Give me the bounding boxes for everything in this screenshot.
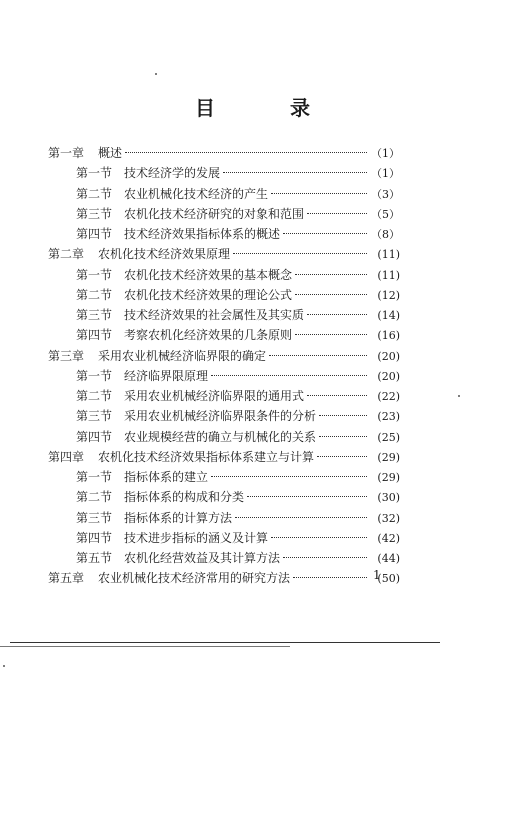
toc-section-row [48, 305, 400, 325]
toc-entry-number: 第四节 [76, 227, 113, 241]
toc-entry-title: 农业机械化技术经济常用的研究方法 [98, 571, 291, 586]
toc-entry-number: 第三章 [48, 348, 85, 363]
toc-entry-page: (29) [377, 450, 400, 464]
toc-entry-page: (29) [377, 471, 400, 484]
dot-leader [271, 536, 367, 538]
toc-section-row [48, 163, 400, 183]
toc-entry-number: 第四节 [76, 530, 113, 545]
toc-section-row [48, 427, 400, 447]
toc-entry-page: (22) [377, 390, 400, 403]
dot-leader [271, 192, 367, 194]
toc-entry-title: 技术经济效果指标体系的概述 [124, 227, 281, 241]
toc-entry-number: 第一章 [48, 146, 85, 160]
toc-entry-page: （3） [371, 187, 400, 201]
toc-section-row [48, 204, 400, 224]
toc-entry-number: 第二节 [76, 490, 113, 505]
toc-entry-number: 第二节 [76, 186, 113, 201]
toc-entry-page: (16) [377, 329, 400, 343]
toc-entry-title: 农机化技术经济效果的基本概念 [124, 267, 293, 282]
toc-entry-page: (20) [377, 369, 400, 383]
toc-entry-label [76, 508, 232, 528]
toc-section-row [48, 285, 400, 305]
toc-entry-number: 第五章 [48, 571, 85, 586]
dot-leader [283, 232, 367, 234]
dot-leader [125, 151, 367, 153]
toc-entry-title: 农机化技术经济效果原理 [98, 247, 231, 262]
toc-chapter-row [48, 447, 400, 467]
dot-leader [307, 394, 367, 396]
dot-leader [295, 293, 367, 295]
toc-entry-page: （5） [371, 207, 400, 221]
dot-leader [235, 516, 367, 518]
toc-entry-number: 第一节 [76, 470, 113, 484]
toc-entry-title: 技术经济效果的社会属性及其实质 [124, 308, 305, 322]
dot-leader [307, 313, 367, 315]
toc-entry-title: 指标体系的构成和分类 [124, 490, 245, 505]
toc-chapter-row [48, 568, 400, 588]
toc-entry-number: 第二节 [76, 287, 113, 302]
scan-speck [458, 395, 460, 397]
toc-section-row [48, 548, 400, 568]
toc-entry-title: 指标体系的计算方法 [124, 510, 233, 525]
dot-leader [223, 171, 367, 173]
toc-entry-title: 采用农业机械经济临界限条件的分析 [124, 409, 317, 424]
toc-entry-title: 概述 [98, 146, 123, 160]
toc-entry-label [48, 143, 122, 163]
toc-entry-number: 第三节 [76, 308, 113, 322]
toc-entry-number: 第三节 [76, 409, 113, 424]
toc-entry-label [76, 325, 292, 345]
toc-section-row [48, 265, 400, 285]
dot-leader [317, 455, 367, 457]
dot-leader [319, 435, 367, 437]
toc-entry-title: 技术经济学的发展 [124, 166, 221, 181]
toc-section-row [48, 528, 400, 548]
toc-entry-page: (25) [377, 430, 400, 444]
toc-entry-page: (14) [377, 309, 400, 322]
toc-section-row [48, 487, 400, 507]
toc-entry-title: 农机化经营效益及其计算方法 [124, 551, 281, 565]
toc-entry-title: 采用农业机械经济临界限的通用式 [124, 389, 305, 403]
toc-entry-page: （1） [371, 167, 400, 181]
dot-leader [211, 475, 367, 477]
toc-entry-title: 农机化技术经济效果的理论公式 [124, 287, 293, 302]
toc-entry-title: 指标体系的建立 [124, 470, 209, 484]
bottom-rule-secondary [0, 646, 290, 647]
toc-entry-label [48, 346, 266, 366]
toc-entry-page: (44) [377, 552, 400, 565]
toc-entry-label [76, 224, 280, 244]
toc-entry-number: 第四节 [76, 328, 113, 343]
toc-entry-label [48, 447, 314, 467]
toc-entry-label [76, 487, 244, 507]
toc-entry-label [76, 427, 316, 447]
toc-entry-title: 农机化技术经济效果指标体系建立与计算 [98, 449, 315, 464]
dot-leader [295, 273, 367, 275]
dot-leader [283, 556, 367, 558]
toc-section-row [48, 467, 400, 487]
toc-entry-title: 农业规模经营的确立与机械化的关系 [124, 429, 317, 444]
toc-entry-number: 第一节 [76, 267, 113, 282]
toc-entry-page: (23) [377, 410, 400, 424]
toc-entry-page: (20) [377, 349, 400, 363]
toc-entry-page: (50) [377, 572, 400, 586]
toc-entry-title: 经济临界限原理 [124, 368, 209, 383]
toc-entry-page: (11) [377, 268, 400, 282]
toc-entry-label [76, 163, 220, 183]
toc-entry-page: (11) [377, 248, 400, 262]
toc-entry-label [76, 305, 304, 325]
dot-leader [295, 333, 367, 335]
dot-leader [269, 354, 367, 356]
scan-speck [155, 73, 157, 75]
toc-entry-label [76, 406, 316, 426]
toc-entry-label [48, 568, 290, 588]
toc-section-row [48, 366, 400, 386]
page-title: 目 录 [195, 96, 344, 120]
table-of-contents [48, 143, 400, 589]
toc-entry-number: 第三节 [76, 206, 113, 221]
page-number: 1 [373, 568, 381, 582]
toc-entry-number: 第一节 [76, 166, 113, 181]
toc-section-row [48, 406, 400, 426]
toc-entry-label [76, 528, 268, 548]
toc-entry-title: 农业机械化技术经济的产生 [124, 186, 269, 201]
dot-leader [233, 252, 367, 254]
toc-entry-label [76, 285, 292, 305]
toc-entry-page: (12) [377, 288, 400, 302]
toc-entry-page: （1） [371, 147, 400, 160]
toc-entry-number: 第一节 [76, 368, 113, 383]
toc-chapter-row [48, 244, 400, 264]
toc-entry-label [76, 204, 304, 224]
toc-entry-title: 考察农机化经济效果的几条原则 [124, 328, 293, 343]
dot-leader [293, 576, 367, 578]
toc-entry-number: 第二节 [76, 389, 113, 403]
toc-entry-label [76, 184, 268, 204]
toc-section-row [48, 508, 400, 528]
toc-entry-page: (30) [377, 491, 400, 505]
toc-entry-number: 第二章 [48, 247, 85, 262]
dot-leader [319, 414, 367, 416]
toc-entry-number: 第五节 [76, 551, 113, 565]
dot-leader [247, 495, 367, 497]
toc-entry-page: (32) [377, 511, 400, 525]
bottom-rule [10, 642, 440, 643]
toc-entry-number: 第三节 [76, 510, 113, 525]
toc-entry-number: 第四节 [76, 429, 113, 444]
dot-leader [211, 374, 367, 376]
toc-entry-page: （8） [371, 228, 400, 241]
toc-section-row [48, 224, 400, 244]
toc-entry-title: 农机化技术经济研究的对象和范围 [124, 206, 305, 221]
toc-entry-label [76, 366, 208, 386]
toc-entry-page: (42) [377, 531, 400, 545]
toc-entry-label [76, 265, 292, 285]
toc-chapter-row [48, 143, 400, 163]
toc-section-row [48, 386, 400, 406]
scan-speck [3, 665, 5, 667]
toc-entry-title: 采用农业机械经济临界限的确定 [98, 348, 267, 363]
toc-entry-title: 技术进步指标的涵义及计算 [124, 530, 269, 545]
toc-section-row [48, 325, 400, 345]
toc-entry-label [48, 244, 230, 264]
toc-entry-label [76, 548, 280, 568]
dot-leader [307, 212, 367, 214]
toc-section-row [48, 184, 400, 204]
toc-entry-label [76, 467, 208, 487]
toc-entry-label [76, 386, 304, 406]
toc-chapter-row [48, 346, 400, 366]
toc-entry-number: 第四章 [48, 449, 85, 464]
